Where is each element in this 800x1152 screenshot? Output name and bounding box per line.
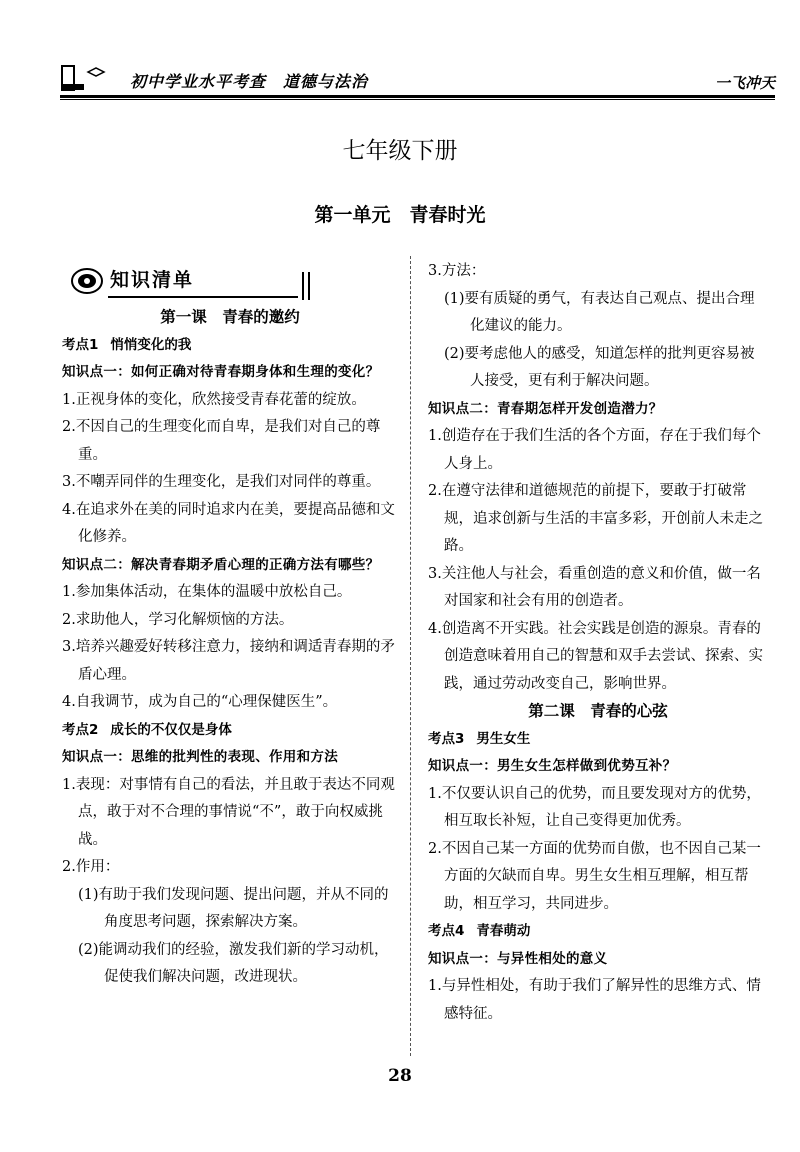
exam-point-heading [428, 918, 768, 946]
sub-list-item: (2)要考虑他人的感受，知道怎样的批判更容易被人接受，更有利于解决问题。 [444, 345, 755, 389]
page-header [60, 64, 775, 98]
list-item: 3.培养兴趣爱好转移注意力，接纳和调适青春期的矛盾心理。 [62, 639, 395, 683]
book-title: 初中学业水平考查 道德与法治 [130, 72, 369, 91]
list-item: 3.关注他人与社会，看重创造的意义和价值，做一名对国家和社会有用的创造者。 [428, 565, 761, 609]
section-banner [62, 262, 398, 300]
list-item: 4.自我调节，成为自己的“心理保健医生”。 [62, 694, 338, 710]
header-rule [60, 95, 775, 98]
column-divider [410, 256, 411, 1056]
list-item: 4.创造离不开实践。社会实践是创造的源泉。青春的创造意味着用自己的智慧和双手去尝试、探索、实践，通过劳动改变自己，影响世界。 [428, 620, 763, 692]
sub-list-item: (1)要有质疑的勇气，有表达自己观点、提出合理化建议的能力。 [444, 290, 755, 334]
list-item: 1.表现：对事情有自己的看法，并且敢于表达不同观点，敢于对不合理的事情说“不”，敢于向权威挑战。 [62, 776, 395, 848]
rosette-icon [70, 266, 104, 296]
knowledge-point-heading: 知识点一：思维的批判性的表现、作用和方法 [62, 749, 338, 765]
list-item: 2.在遵守法律和道德规范的前提下，要敢于打破常规，追求创新与生活的丰富多彩，开创前人未走之路。 [428, 483, 763, 554]
right-column [428, 258, 768, 1028]
banner-title: 知识清单 [110, 269, 195, 291]
knowledge-point-heading: 知识点一：男生女生怎样做到优势互补？ [428, 758, 677, 774]
list-item: 1.不仅要认识自己的优势，而且要发现对方的优势，相互取长补短，让自己变得更加优秀。 [428, 785, 761, 829]
list-item: 2.作用： [62, 859, 120, 875]
exam-point-title: 青春萌动 [476, 923, 531, 939]
lesson-heading: 第二课 青春的心弦 [528, 702, 668, 720]
grade-title: 七年级下册 [342, 138, 458, 164]
banner-underline [108, 296, 298, 298]
knowledge-point-heading: 知识点二：青春期怎样开发创造潜力？ [428, 400, 663, 417]
knowledge-point-heading: 知识点二：解决青春期矛盾心理的正确方法有哪些？ [62, 556, 380, 573]
list-item: 1.参加集体活动，在集体的温暖中放松自己。 [62, 584, 352, 600]
header-rule-thin [60, 99, 775, 100]
exam-point-heading [428, 726, 768, 754]
list-item: 2.不因自己的生理变化而自卑，是我们对自己的尊重。 [62, 419, 381, 463]
list-item: 2.求助他人，学习化解烦恼的方法。 [62, 611, 294, 628]
exam-point-label: 考点4 [428, 923, 465, 939]
exam-point-label: 考点3 [428, 730, 465, 747]
exam-point-label: 考点2 [62, 721, 99, 738]
exam-point-label: 考点1 [62, 336, 99, 353]
page-number: 28 [388, 1066, 412, 1086]
exam-point-title: 成长的不仅仅是身体 [110, 721, 232, 738]
unit-title: 第一单元 青春时光 [314, 204, 486, 226]
exam-point-title: 悄悄变化的我 [110, 336, 192, 353]
banner-end-mark [302, 272, 310, 300]
list-item: 3.方法： [428, 263, 486, 279]
left-column [62, 262, 398, 992]
exam-point-heading [62, 717, 398, 745]
list-item: 2.不因自己某一方面的优势而自傲，也不因自己某一方面的欠缺而自卑。男生女生相互理解，相互帮助，相互学习，共同进步。 [428, 840, 761, 912]
book-logo-icon [60, 64, 110, 94]
brand-logo: 一飞冲天 [714, 74, 775, 92]
sub-list-item: (1)有助于我们发现问题、提出问题，并从不同的角度思考问题，探索解决方案。 [78, 886, 389, 930]
list-item: 3.不嘲弄同伴的生理变化，是我们对同伴的尊重。 [62, 474, 381, 490]
list-item: 1.正视身体的变化，欣然接受青春花蕾的绽放。 [62, 391, 366, 408]
list-item: 1.与异性相处，有助于我们了解异性的思维方式、情感特征。 [428, 978, 761, 1022]
lesson-heading: 第一课 青春的邀约 [160, 308, 300, 326]
knowledge-point-heading: 知识点一：与异性相处的意义 [428, 950, 608, 967]
list-item: 4.在追求外在美的同时追求内在美，要提高品德和文化修养。 [62, 501, 395, 545]
list-item: 1.创造存在于我们生活的各个方面，存在于我们每个人身上。 [428, 428, 761, 472]
exam-point-title: 男生女生 [476, 730, 531, 747]
knowledge-point-heading: 知识点一：如何正确对待青春期身体和生理的变化？ [62, 364, 380, 380]
exam-point-heading [62, 332, 398, 360]
sub-list-item: (2)能调动我们的经验，激发我们新的学习动机，促使我们解决问题，改进现状。 [78, 941, 389, 985]
